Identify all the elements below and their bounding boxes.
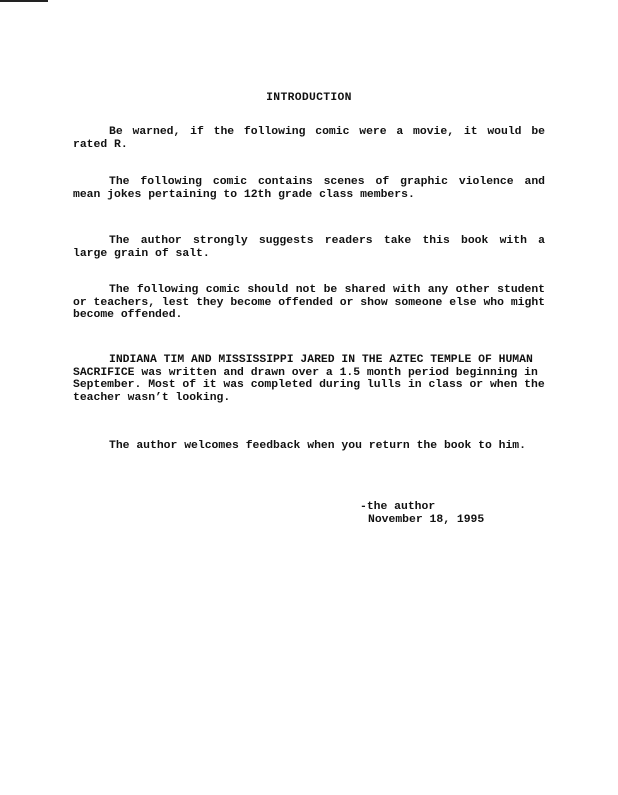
page-title: INTRODUCTION [266, 92, 352, 104]
signature-date: November 18, 1995 [368, 514, 485, 526]
paragraph-feedback: The author welcomes feedback when you return the book to him. [109, 440, 526, 452]
paragraph-content-notice: The following comic contains scenes of graphic violence and mean jokes pertaining to 12th grade class members. [73, 176, 545, 201]
paragraph-warning: Be warned, if the following comic were a movie, it would be rated R. [73, 126, 545, 151]
signature-name: -the author [360, 501, 436, 513]
paragraph-history: INDIANA TIM AND MISSISSIPPI JARED IN THE AZTEC TEMPLE OF HUMAN SACRIFICE was written and drawn over a 1.5 month period beginning in September. Most of it was completed during lulls in class or when the teacher wasn’t looking. [73, 354, 545, 404]
paragraph-sharing-notice: The following comic should not be shared with any other student or teachers, lest they become offended or show someone else who might become offended. [73, 284, 545, 321]
scan-edge-mark [0, 0, 48, 2]
paragraph-grain-of-salt: The author strongly suggests readers take this book with a large grain of salt. [73, 235, 545, 260]
